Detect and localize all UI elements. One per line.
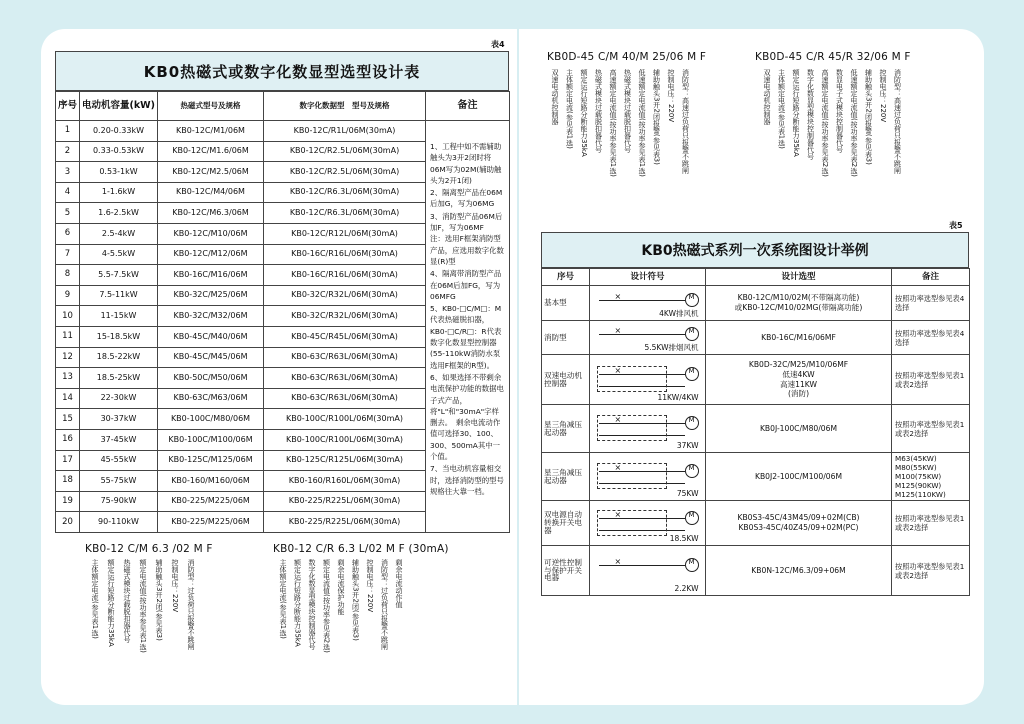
thermal-model: KB0-225/M225/06M xyxy=(158,512,264,533)
code-part-label: 低速额定电流值(按功率参见表1选) xyxy=(638,69,646,177)
motor-capacity: 0.33-0.53kW xyxy=(80,141,158,162)
row-number: 9 xyxy=(56,285,80,306)
digital-model: KB0-100C/R100L/06M(30mA) xyxy=(264,409,426,430)
table-row xyxy=(542,355,970,405)
note-item: 4、隔离带消防型产品在06M后加FG，写为06MFG xyxy=(430,269,502,301)
note-item: 6、如果选择不带剩余电流保护功能的数据电子式产品，将"L"和"30mA"字样删去。 剩余电流动作值可选择30、100、300、500mA其中一个值。 xyxy=(430,372,504,462)
motor-capacity: 55-75kW xyxy=(80,471,158,492)
example-remark: 按照功率选型参见表4选择 xyxy=(892,321,970,355)
left-page xyxy=(41,29,517,705)
thermal-model: KB0-16C/M16/06M xyxy=(158,265,264,286)
note-item: 3、消防型产品06M后加F，写为06MF 注：选用F框架消防型产品，应选用数字化数显(R)型 xyxy=(430,211,504,266)
thermal-model: KB0-32C/M32/06M xyxy=(158,306,264,327)
example-model: KB0D-32C/M25/M10/06MF 低速4KW 高速11KW (消防) xyxy=(706,355,892,405)
code-part-label: 辅助触头3开2闭报警(参见表3) xyxy=(864,69,873,165)
row-number: 18 xyxy=(56,471,80,492)
row-number: 12 xyxy=(56,347,80,368)
row-number: 16 xyxy=(56,429,80,450)
breaker-icon: × xyxy=(614,365,622,375)
model-code-thermal: KB0-12 C/M 6.3 /02 M F xyxy=(85,543,213,555)
code-part-label: 控制电压：220V xyxy=(366,559,374,613)
col-header-kw: 电动机容量(kW) xyxy=(80,92,158,121)
motor-capacity: 75-90kW xyxy=(80,491,158,512)
code-part-label: 消防型：过负荷只报警不跳闸 xyxy=(187,559,195,650)
motor-icon: M xyxy=(685,416,699,430)
code-part-label: 辅助触头3开2闭(参见表3) xyxy=(155,559,163,641)
digital-model: KB0-12C/R12L/06M(30mA) xyxy=(264,223,426,244)
circuit-line xyxy=(599,334,685,335)
col-header-notes: 备注 xyxy=(426,92,510,121)
circuit-symbol xyxy=(590,501,706,546)
code-part-label: 消防型：过负荷只报警不跳闸 xyxy=(380,559,389,650)
motor-power-label: 37KW xyxy=(676,440,699,450)
motor-capacity: 18.5-22kW xyxy=(80,347,158,368)
digital-model: KB0-63C/R63L/06M(30mA) xyxy=(264,388,426,409)
thermal-model: KB0-12C/M6.3/06M xyxy=(158,203,264,224)
row-number: 14 xyxy=(56,388,80,409)
example-remark: M63(45KW) M80(55KW) M100(75KW) M125(90KW) M125(110KW) xyxy=(892,453,970,501)
motor-power-label: 5.5KW排烟风机 xyxy=(644,342,699,352)
row-number: 6 xyxy=(56,223,80,244)
digital-model: KB0-225/R225L/06M(30mA) xyxy=(264,512,426,533)
circuit-symbol xyxy=(590,453,706,501)
row-number: 11 xyxy=(56,326,80,347)
motor-icon: M xyxy=(685,511,699,525)
code-part-label: 数显电子式模块控制器代号 xyxy=(835,69,844,153)
code-part-label: 主体额定电流(参见表1选) xyxy=(565,69,574,149)
motor-capacity: 11-15kW xyxy=(80,306,158,327)
example-name: 可逆性控制与保护开关电器 xyxy=(542,546,590,596)
digital-model: KB0-12C/R2.5L/06M(30mA) xyxy=(264,162,426,183)
example-model: KB0-16C/M16/06MF xyxy=(706,321,892,355)
digital-model: KB0-125C/R125L/06M(30mA) xyxy=(264,450,426,471)
digital-model: KB0-45C/R45L/06M(30mA) xyxy=(264,326,426,347)
row-number: 7 xyxy=(56,244,80,265)
example-remark: 按照功率选型参见表1或表2选择 xyxy=(892,405,970,453)
code-part-label: 剩余电流动作值 xyxy=(395,559,403,608)
note-item: 2、隔离型产品在06M后加G，写为06MG xyxy=(430,188,503,209)
breaker-icon: × xyxy=(614,556,622,566)
thermal-model: KB0-12C/M1.6/06M xyxy=(158,141,264,162)
motor-power-label: 4KW排风机 xyxy=(659,308,699,318)
thermal-model: KB0-63C/M63/06M xyxy=(158,388,264,409)
digital-model: KB0-100C/R100L/06M(30mA) xyxy=(264,429,426,450)
code-part-label: 辅助触头3开2闭报警(参见表3) xyxy=(652,69,661,165)
circuit-line xyxy=(599,300,685,301)
digital-model: KB0-225/R225L/06M(30mA) xyxy=(264,491,426,512)
example-name: 双电源自动转换开关电器 xyxy=(542,501,590,546)
code-part-label: 高速额定电流值(按功率参见表1选) xyxy=(609,69,617,177)
col-header-no: 序号 xyxy=(56,92,80,121)
motor-capacity: 45-55kW xyxy=(80,450,158,471)
breaker-icon: × xyxy=(614,509,622,519)
thermal-model: KB0-50C/M50/06M xyxy=(158,368,264,389)
right-page xyxy=(519,29,984,705)
breaker-icon: × xyxy=(614,414,622,424)
col-header-symbol: 设计符号 xyxy=(590,269,706,286)
table-title: KB0热磁式系列一次系统图设计举例 xyxy=(541,232,969,268)
motor-capacity: 2.5-4kW xyxy=(80,223,158,244)
example-model: KB0N-12C/M6.3/09+06M xyxy=(706,546,892,596)
circuit-symbol xyxy=(590,286,706,321)
example-model: KB0S3-45C/43M45/09+02M(CB) KB0S3-45C/40Z45/09+02M(PC) xyxy=(706,501,892,546)
digital-model: KB0-160/R160L/06M(30mA) xyxy=(264,471,426,492)
breaker-icon: × xyxy=(614,462,622,472)
code-part-label: 额定运行短路分断能力35kA xyxy=(293,559,302,647)
control-box xyxy=(597,415,667,441)
example-name: 星三角减压起动器 xyxy=(542,405,590,453)
row-number: 4 xyxy=(56,182,80,203)
circuit-line xyxy=(599,565,685,566)
motor-capacity: 90-110kW xyxy=(80,512,158,533)
code-part-label: 主体额定电流(参见表1选) xyxy=(777,69,786,149)
example-remark: 按照功率选型参见表4选择 xyxy=(892,286,970,321)
breaker-icon: × xyxy=(614,291,622,301)
digital-model: KB0-16C/R16L/06M(30mA) xyxy=(264,244,426,265)
example-name: 消防型 xyxy=(542,321,590,355)
code-part-label: 剩余电流保护功能 xyxy=(337,559,345,615)
code-part-label: 消防型：高速过负荷只报警不跳闸 xyxy=(893,69,902,174)
code-part-label: 额定运行短路分断能力35kA xyxy=(792,69,800,157)
motor-power-label: 11KW/4KW xyxy=(657,392,699,402)
table-row xyxy=(542,546,970,596)
example-name: 基本型 xyxy=(542,286,590,321)
thermal-model: KB0-160/M160/06M xyxy=(158,471,264,492)
thermal-model: KB0-12C/M2.5/06M xyxy=(158,162,264,183)
thermal-model: KB0-225/M225/06M xyxy=(158,491,264,512)
note-item: 5、KB0-□C/M□：M代表热磁脱扣器，KB0-□C/R□：R代表数字化数显型控制器(55-110kW消防水泵选用F框架的R型)。 xyxy=(430,304,502,370)
thermal-model: KB0-12C/M1/06M xyxy=(158,121,264,142)
motor-capacity: 22-30kW xyxy=(80,388,158,409)
thermal-model: KB0-12C/M12/06M xyxy=(158,244,264,265)
circuit-symbol xyxy=(590,546,706,596)
motor-capacity: 0.53-1kW xyxy=(80,162,158,183)
row-number: 8 xyxy=(56,265,80,286)
code-part-label: 数字化数显型模块控制器代号 xyxy=(806,69,815,160)
thermal-model: KB0-12C/M10/06M xyxy=(158,223,264,244)
motor-power-label: 75KW xyxy=(676,488,699,498)
digital-model: KB0-63C/R63L/06M(30mA) xyxy=(264,368,426,389)
example-remark: 按照功率选型参见表1或表2选择 xyxy=(892,355,970,405)
model-code-dual-thermal: KB0D-45 C/M 40/M 25/06 M F xyxy=(547,51,707,63)
col-header-remark: 备注 xyxy=(892,269,970,286)
motor-power-label: 2.2KW xyxy=(674,583,699,593)
row-number: 15 xyxy=(56,409,80,430)
code-part-label: 主体额定电流(参见表1选) xyxy=(91,559,99,639)
motor-icon: M xyxy=(685,293,699,307)
digital-model: KB0-63C/R63L/06M(30mA) xyxy=(264,347,426,368)
code-part-label: 热磁式模块过载脱扣器代号 xyxy=(123,559,131,643)
motor-capacity: 37-45kW xyxy=(80,429,158,450)
control-box xyxy=(597,366,667,392)
motor-capacity: 30-37kW xyxy=(80,409,158,430)
motor-icon: M xyxy=(685,464,699,478)
row-number: 20 xyxy=(56,512,80,533)
row-number: 1 xyxy=(56,121,80,142)
motor-icon: M xyxy=(685,558,699,572)
motor-capacity: 4-5.5kW xyxy=(80,244,158,265)
code-part-label: 热磁式模块过载脱扣器代号 xyxy=(594,69,603,153)
thermal-model: KB0-45C/M40/06M xyxy=(158,326,264,347)
code-part-label: 热磁式模块过载脱扣器代号 xyxy=(623,69,632,153)
motor-capacity: 7.5-11kW xyxy=(80,285,158,306)
code-part-label: 高速额定电流值(按功率参见表2选) xyxy=(821,69,829,177)
code-part-label: 辅助触头3开2闭(参见表3) xyxy=(351,559,360,641)
row-number: 2 xyxy=(56,141,80,162)
motor-capacity: 1.6-2.5kW xyxy=(80,203,158,224)
circuit-symbol xyxy=(590,405,706,453)
code-part-label: 双速电动机控制器 xyxy=(763,69,771,125)
col-header-model: 设计选型 xyxy=(706,269,892,286)
row-number: 10 xyxy=(56,306,80,327)
row-number: 3 xyxy=(56,162,80,183)
col-header-thermal: 热磁式型号及规格 xyxy=(158,92,264,121)
motor-icon: M xyxy=(685,367,699,381)
selection-table xyxy=(55,91,510,533)
example-remark: 按照功率选型参见表1或表2选择 xyxy=(892,546,970,596)
model-code-digital: KB0-12 C/R 6.3 L/02 M F (30mA) xyxy=(273,543,449,555)
code-part-label: 额定运行短路分断能力35kA xyxy=(580,69,588,157)
example-model: KB0J2-100C/M100/06M xyxy=(706,453,892,501)
table-row xyxy=(542,321,970,355)
col-header-name: 序号 xyxy=(542,269,590,286)
control-box xyxy=(597,510,667,536)
digital-model: KB0-32C/R32L/06M(30mA) xyxy=(264,306,426,327)
model-code-dual-digital: KB0D-45 C/R 45/R 32/06 M F xyxy=(755,51,911,63)
example-name: 星三角减压起动器 xyxy=(542,453,590,501)
motor-capacity: 0.20-0.33kW xyxy=(80,121,158,142)
code-part-label: 消防型：高速过负荷只报警不跳闸 xyxy=(681,69,690,174)
row-number: 17 xyxy=(56,450,80,471)
note-item: 7、当电动机容量相交时，选择消防型的型号规格往大靠一档。 xyxy=(430,464,504,496)
thermal-model: KB0-12C/M4/06M xyxy=(158,182,264,203)
code-part-label: 额定运行短路分断能力35kA xyxy=(107,559,115,647)
row-number: 19 xyxy=(56,491,80,512)
control-box xyxy=(597,463,667,489)
digital-model: KB0-12C/R6.3L/06M(30mA) xyxy=(264,203,426,224)
motor-capacity: 15-18.5kW xyxy=(80,326,158,347)
motor-capacity: 5.5-7.5kW xyxy=(80,265,158,286)
digital-model: KB0-32C/R32L/06M(30mA) xyxy=(264,285,426,306)
code-part-label: 双速电动机控制器 xyxy=(551,69,559,125)
table-title: KB0热磁式或数字化数显型选型设计表 xyxy=(55,51,509,91)
row-number: 5 xyxy=(56,203,80,224)
example-model: KB0-12C/M10/02M(不带隔离功能) 或KB0-12C/M10/02MG(带隔离功能) xyxy=(706,286,892,321)
row-number: 13 xyxy=(56,368,80,389)
code-part-label: 额定电流值(按功率参见表1选) xyxy=(139,559,147,653)
code-part-label: 额定电流值(按功率参见表2选) xyxy=(322,559,331,653)
thermal-model: KB0-32C/M25/06M xyxy=(158,285,264,306)
table-number: 表5 xyxy=(949,221,963,230)
thermal-model: KB0-45C/M45/06M xyxy=(158,347,264,368)
code-part-label: 低速额定电流值(按功率参见表2选) xyxy=(850,69,858,177)
example-remark: 按照功率选型参见表1或表2选择 xyxy=(892,501,970,546)
digital-model: KB0-12C/R6.3L/06M(30mA) xyxy=(264,182,426,203)
col-header-digital: 数字化数据型 型号及规格 xyxy=(264,92,426,121)
thermal-model: KB0-100C/M80/06M xyxy=(158,409,264,430)
digital-model: KB0-12C/R1L/06M(30mA) xyxy=(264,121,426,142)
table-row xyxy=(542,286,970,321)
table-row xyxy=(542,453,970,501)
code-part-label: 控制电压：220V xyxy=(667,69,675,123)
code-part-label: 控制电压：220V xyxy=(171,559,179,613)
note-item: 1、工程中如不需辅助触头为3开2闭时将06M写为02M(辅助触头为2开1闭) xyxy=(430,142,502,185)
notes-cell xyxy=(426,121,510,533)
example-model: KB0J-100C/M80/06M xyxy=(706,405,892,453)
table-row xyxy=(542,405,970,453)
motor-power-label: 18.5KW xyxy=(669,533,699,543)
code-part-label: 主体额定电流(参见表1选) xyxy=(279,559,287,639)
thermal-model: KB0-125C/M125/06M xyxy=(158,450,264,471)
code-part-label: 控制电压：220V xyxy=(879,69,887,123)
breaker-icon: × xyxy=(614,325,622,335)
design-example-table xyxy=(541,268,970,596)
motor-icon: M xyxy=(685,327,699,341)
digital-model: KB0-16C/R16L/06M(30mA) xyxy=(264,265,426,286)
motor-capacity: 18.5-25kW xyxy=(80,368,158,389)
table-row xyxy=(542,501,970,546)
circuit-symbol xyxy=(590,355,706,405)
thermal-model: KB0-100C/M100/06M xyxy=(158,429,264,450)
example-name: 双速电动机控制器 xyxy=(542,355,590,405)
digital-model: KB0-12C/R2.5L/06M(30mA) xyxy=(264,141,426,162)
circuit-symbol xyxy=(590,321,706,355)
table-row xyxy=(56,121,510,142)
code-part-label: 数字化数显型模块控制器代号 xyxy=(308,559,316,650)
motor-capacity: 1-1.6kW xyxy=(80,182,158,203)
table-number: 表4 xyxy=(491,40,505,49)
